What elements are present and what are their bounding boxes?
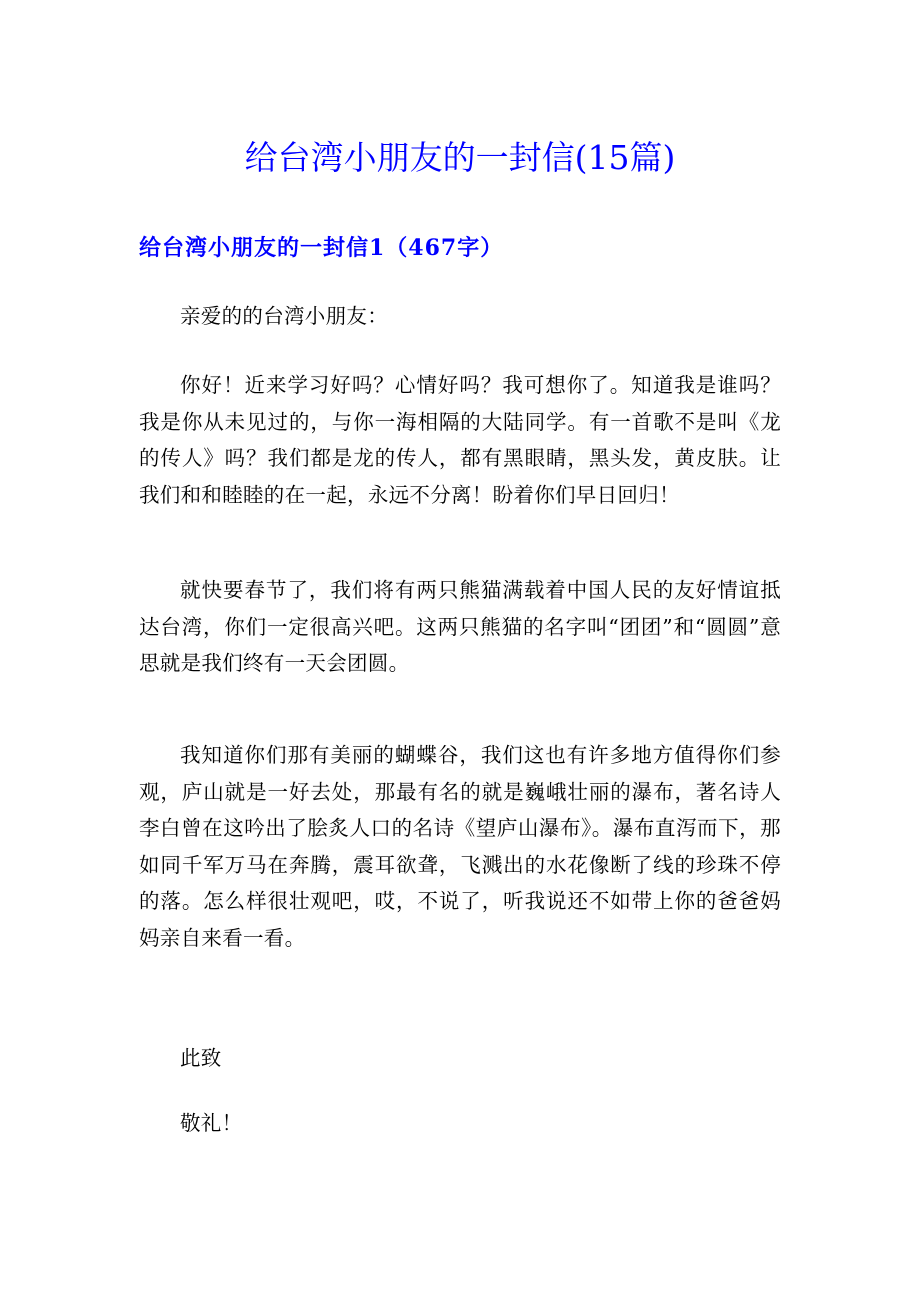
letter-paragraph-3: 我知道你们那有美丽的蝴蝶谷，我们这也有许多地方值得你们参观，庐山就是一好去处，那最有名的就是巍峨壮丽的瀑布，著名诗人李白曾在这吟出了脍炙人口的名诗《望庐山瀑布》。瀑布直泻而下，那如同千军万马在奔腾，震耳欲聋，飞溅出的水花像断了线的珍珠不停的落。怎么样很壮观吧，哎，不说了，听我说还不如带上你的爸爸妈妈亲自来看一看。 bbox=[139, 743, 781, 950]
letter-paragraph-1: 你好！近来学习好吗？心情好吗？我可想你了。知道我是谁吗？我是你从未见过的，与你一海相隔的大陆同学。有一首歌不是叫《龙的传人》吗？我们都是龙的传人，都有黑眼睛，黑头发，黄皮肤。让我们和和睦睦的在一起，永远不分离！盼着你们早日回归！ bbox=[139, 373, 781, 507]
letter-paragraph-2: 就快要春节了，我们将有两只熊猫满载着中国人民的友好情谊抵达台湾，你们一定很高兴吧。这两只熊猫的名字叫“团团”和“圆圆”意思就是我们终有一天会团圆。 bbox=[139, 578, 781, 675]
section-heading: 给台湾小朋友的一封信1（467字） bbox=[139, 235, 504, 261]
letter-closing-2: 敬礼！ bbox=[180, 1111, 243, 1135]
document-title: 给台湾小朋友的一封信(15篇) bbox=[244, 138, 676, 177]
letter-salutation: 亲爱的的台湾小朋友： bbox=[180, 304, 388, 328]
letter-closing-1: 此致 bbox=[180, 1046, 222, 1070]
